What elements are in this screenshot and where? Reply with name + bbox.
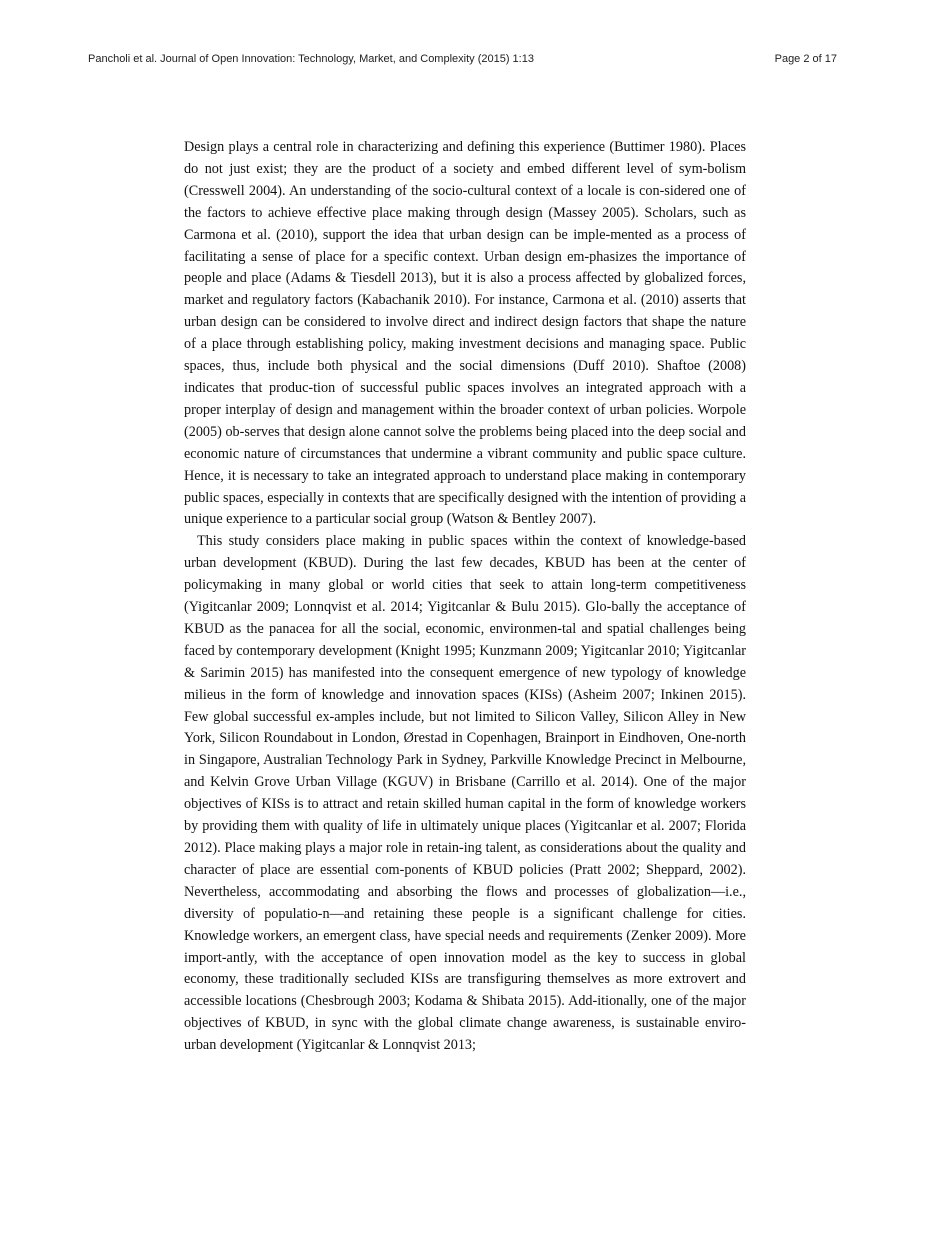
running-header <box>88 53 837 69</box>
page-number: Page 2 of 17 <box>774 53 837 65</box>
article-body <box>184 137 746 1057</box>
body-paragraph: Design plays a central role in characterizing and defining this experience (Buttimer 1980). Places do not just exist; they are the product of a society and embed different level of sym-bolism (Cresswell 2004). An understanding of the socio-cultural context of a locale is con-sidered one of the factors to achieve effective place making through design (Massey 2005). Scholars, such as Carmona et al. (2010), support the idea that urban design can be imple-mented as a process of facilitating a sense of place for a specific context. Urban design em-phasizes the importance of people and place (Adams & Tiesdell 2013), but it is also a process affected by globalized forces, market and regulatory factors (Kabachanik 2010). For instance, Carmona et al. (2010) asserts that urban design can be considered to involve direct and indirect design factors that shape the nature of a place through establishing policy, making investment decisions and managing space. Public spaces, thus, include both physical and the social dimensions (Duff 2010). Shaftoe (2008) indicates that produc-tion of successful public spaces involves an integrated approach with a proper interplay of design and management within the broader context of urban policies. Worpole (2005) ob-serves that design alone cannot solve the problems being placed into the deep social and economic nature of circumstances that undermine a vibrant community and public space culture. Hence, it is necessary to take an integrated approach to understand place making in contemporary public spaces, especially in contexts that are specifically designed with the intention of providing a unique experience to a particular social group (Watson & Bentley 2007). <box>184 139 746 528</box>
journal-citation: Pancholi et al. Journal of Open Innovation: Technology, Market, and Complexity (2015) 1:13 <box>88 53 534 65</box>
body-paragraph: This study considers place making in public spaces within the context of knowledge-based urban development (KBUD). During the last few decades, KBUD has been at the center of policymaking in many global or world cities that seek to attain long-term competitiveness (Yigitcanlar 2009; Lonnqvist et al. 2014; Yigitcanlar & Bulu 2015). Glo-bally the acceptance of KBUD as the panacea for all the social, economic, environmen-tal and spatial challenges being faced by contemporary development (Knight 1995; Kunzmann 2009; Yigitcanlar 2010; Yigitcanlar & Sarimin 2015) has manifested into the consequent emergence of new typology of knowledge milieus in the form of knowledge and innovation spaces (KISs) (Asheim 2007; Inkinen 2015). Few global successful ex-amples include, but not limited to Silicon Valley, Silicon Alley in New York, Silicon Roundabout in London, Ørestad in Copenhagen, Brainport in Eindhoven, One-north in Singapore, Australian Technology Park in Sydney, Parkville Knowledge Precinct in Melbourne, and Kelvin Grove Urban Village (KGUV) in Brisbane (Carrillo et al. 2014). One of the major objectives of KISs is to attract and retain skilled human capital in the form of knowledge workers by providing them with quality of life in ultimately unique places (Yigitcanlar et al. 2007; Florida 2012). Place making plays a major role in retain-ing talent, as considerations about the quality and character of place are essential com-ponents of KBUD policies (Pratt 2002; Sheppard, 2002). Nevertheless, accommodating and absorbing the flows and processes of globalization—i.e., diversity of populatio-n—and retaining these people is a significant challenge for cities. Knowledge workers, an emergent class, have special needs and requirements (Zenker 2009). More import-antly, with the acceptance of open innovation model as the key to success in global economy, these traditionally secluded KISs are transfiguring themselves as more extrovert and accessible locations (Chesbrough 2003; Kodama & Shibata 2015). Add-itionally, one of the major objectives of KBUD, in sync with the global climate change awareness, is sustainable enviro-urban development (Yigitcanlar & Lonnqvist 2013; <box>184 533 746 1054</box>
